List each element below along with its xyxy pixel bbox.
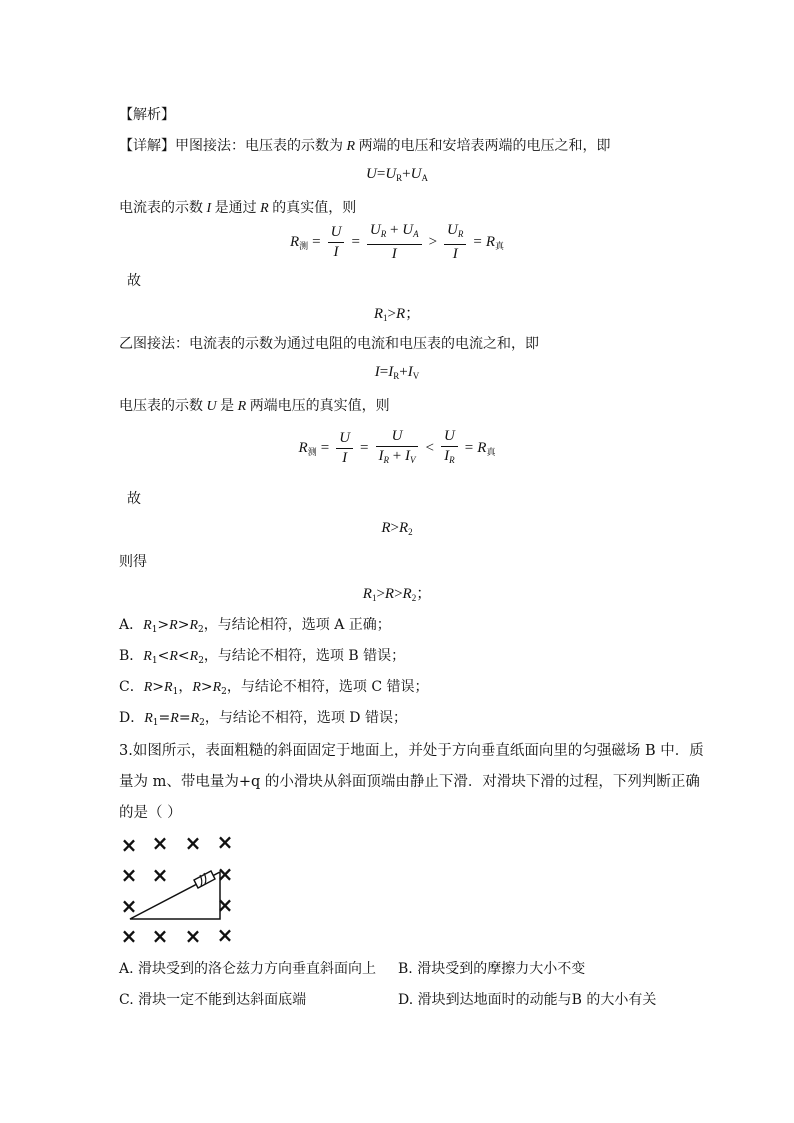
- equation-u-sum: $U=U_R+U_A$: [366, 166, 428, 183]
- analysis-header: 【解析】: [119, 107, 175, 123]
- equation-r-measured-1: $R_测$ = $\frac{U}{I}$ = $\frac{U_R + U_A}{I}$ > $\frac{U_R}{I}$ = $R_真$: [289, 222, 505, 262]
- equation-r-measured-2: $R_测$ = $\frac{U}{I}$ = $\frac{U}{I_R + I_V}$ < $\frac{U}{I_R}$ = $R_真$: [298, 428, 496, 466]
- field-mark: ×: [216, 830, 234, 854]
- field-mark: ×: [120, 833, 138, 857]
- final-relation: $R_1>R>R_2$；: [362, 586, 432, 603]
- field-mark: ×: [216, 862, 234, 886]
- question3-line2: 量为 m、带电量为+q 的小滑块从斜面顶端由静止下滑．对滑块下滑的过程，下列判断正确: [119, 774, 700, 790]
- field-mark: ×: [151, 831, 169, 855]
- field-mark: ×: [151, 863, 169, 887]
- voltage-text: 电压表的示数 U 是 R 两端电压的真实值，则: [119, 398, 390, 414]
- therefore-1: 故: [127, 273, 141, 289]
- field-mark: ×: [216, 923, 234, 947]
- field-mark: ×: [184, 831, 202, 855]
- q3-option-a[interactable]: A. 滑块受到的洛仑兹力方向垂直斜面向上: [119, 961, 377, 977]
- field-mark: ×: [120, 924, 138, 948]
- q3-option-d[interactable]: D. 滑块到达地面时的动能与B 的大小有关: [398, 992, 657, 1008]
- question3-line3: 的是（ ）: [119, 805, 182, 821]
- answer-b: B．$R_1<R<R_2$，与结论不相符，选项 B 错误；: [119, 648, 406, 666]
- field-mark: ×: [216, 893, 234, 917]
- field-mark: ×: [151, 924, 169, 948]
- incline-magnetic-field-figure: [112, 828, 252, 948]
- answer-c: C．$R>R_1$，$R>R_2$，与结论不相符，选项 C 错误；: [119, 679, 429, 697]
- r1-gt-r: $R_1>R$；: [373, 306, 421, 323]
- equation-i-sum: $I=I_R+I_V$: [374, 364, 420, 381]
- therefore-2: 故: [127, 491, 141, 507]
- q3-option-c[interactable]: C. 滑块一定不能到达斜面底端: [119, 992, 307, 1008]
- field-mark: ×: [120, 863, 138, 887]
- question3-line1: 3.如图所示，表面粗糙的斜面固定于地面上，并处于方向垂直纸面向里的匀强磁场 B 中．质: [119, 743, 704, 759]
- answer-a: A．$R_1>R>R_2$，与结论相符，选项 A 正确；: [119, 617, 391, 635]
- detail-intro: 【详解】甲图接法：电压表的示数为 R 两端的电压和安培表两端的电压之和，即: [119, 138, 611, 154]
- field-mark: ×: [184, 924, 202, 948]
- so-get: 则得: [119, 554, 147, 570]
- field-mark: ×: [120, 894, 138, 918]
- current-text: 电流表的示数 I 是通过 R 的真实值，则: [119, 200, 357, 216]
- yi-text: 乙图接法：电流表的示数为通过电阻的电流和电压表的电流之和，即: [119, 336, 539, 352]
- q3-option-b[interactable]: B. 滑块受到的摩擦力大小不变: [398, 961, 586, 977]
- answer-d: D．$R_1=R=R_2$，与结论不相符，选项 D 错误；: [119, 710, 407, 728]
- r-gt-r2: $R>R_2$: [381, 520, 413, 537]
